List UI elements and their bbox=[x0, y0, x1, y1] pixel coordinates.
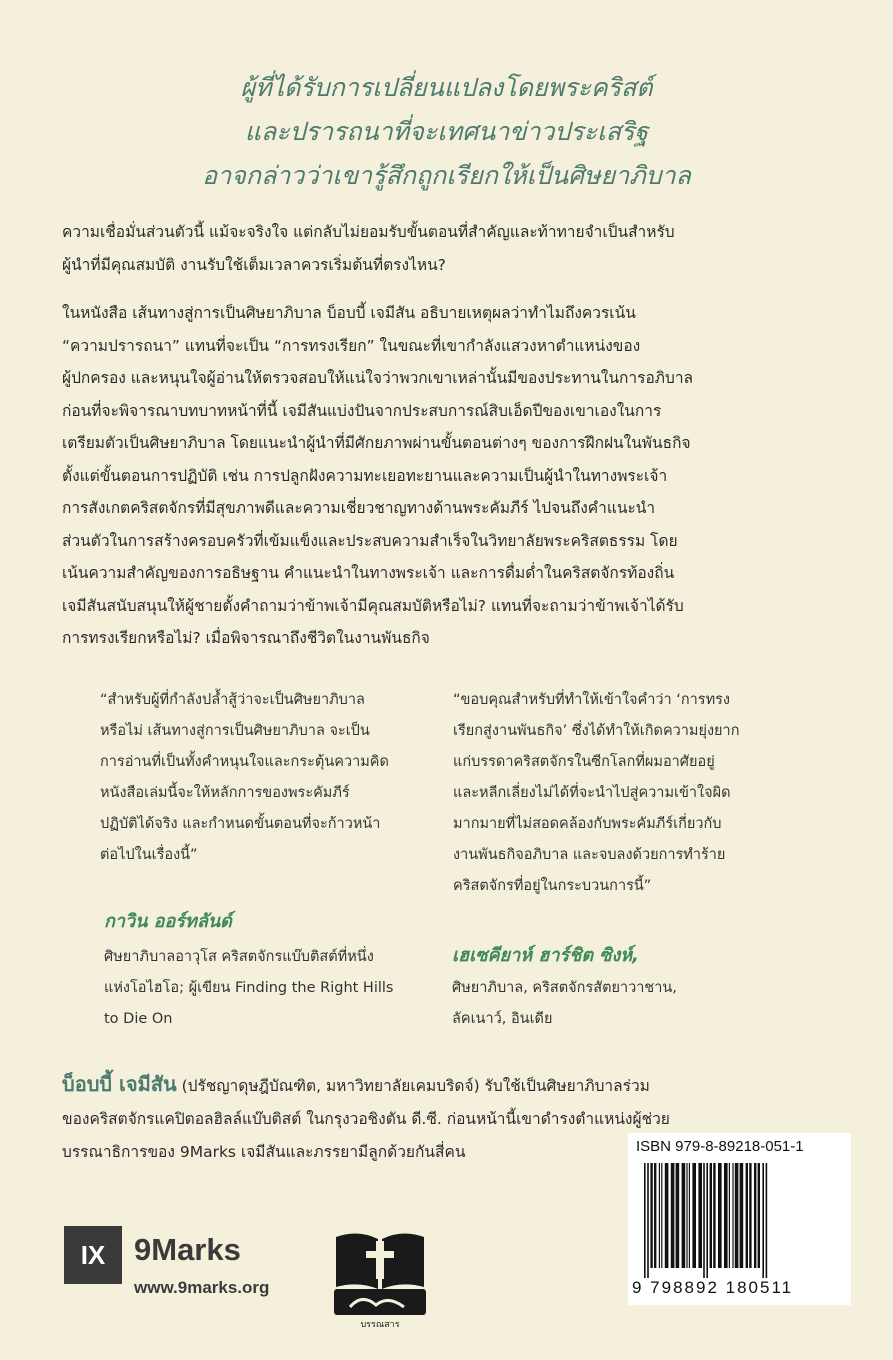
barcode-bar bbox=[710, 1163, 712, 1268]
barcode-guard-bar bbox=[647, 1163, 649, 1278]
paragraph-line: ส่วนตัวในการสร้างครอบครัวที่เข้มแข็งและประสบความสำเร็จในวิทยาลัยพระคริสตธรรม โดย bbox=[62, 531, 678, 550]
barcode-bars bbox=[640, 1163, 840, 1278]
headline bbox=[60, 66, 833, 198]
barcode-bar bbox=[754, 1163, 756, 1268]
endorser-name-1: กาวิน ออร์ทลันด์ bbox=[104, 911, 232, 932]
barcode-bar bbox=[746, 1163, 748, 1268]
barcode-digits: 9 798892 180511 bbox=[632, 1278, 794, 1297]
description-paragraph bbox=[62, 297, 834, 655]
barcode-bar bbox=[686, 1163, 687, 1268]
quote-line: มากมายที่ไม่สอดคล้องกับพระคัมภีร์เกี่ยวกับ bbox=[453, 816, 722, 832]
title-line: ลัคเนาว์, อินเดีย bbox=[452, 1011, 553, 1027]
publisher-caption: บรรณสาร bbox=[360, 1320, 400, 1330]
barcode-bar bbox=[689, 1163, 690, 1268]
barcode-bar bbox=[682, 1163, 686, 1268]
barcode-bar bbox=[671, 1163, 675, 1268]
barcode-bar bbox=[735, 1163, 739, 1268]
paragraph-line: ความเชื่อมั่นส่วนตัวนี้ แม้จะจริงใจ แต่กลับไม่ยอมรับขั้นตอนที่สำคัญและท้าทายจำเป็นสำหรับ bbox=[62, 223, 675, 241]
quote-line: ต่อไปในเรื่องนี้” bbox=[100, 847, 198, 863]
barcode-bar bbox=[740, 1163, 744, 1268]
headline-line: อาจกล่าวว่าเขารู้สึกถูกเรียกให้เป็นศิษยาภิบาล bbox=[202, 161, 691, 190]
barcode-bar bbox=[718, 1163, 722, 1268]
quote-line: แก่บรรดาคริสตจักรในซีกโลกที่ผมอาศัยอยู่ bbox=[453, 754, 715, 770]
paragraph-line: ผู้นำที่มีคุณสมบัติ งานรับใช้เต็มเวลาควรเริ่มต้นที่ตรงไหน? bbox=[62, 255, 446, 274]
barcode-bar bbox=[698, 1163, 702, 1268]
paragraph-line: ในหนังสือ เส้นทางสู่การเป็นศิษยาภิบาล บ็อบบี้ เจมีสัน อธิบายเหตุผลว่าทำไมถึงควรเน้น bbox=[62, 304, 636, 322]
paragraph-line: เน้นความสำคัญของการอธิษฐาน คำแนะนำในทางพระเจ้า และการดื่มด่ำในคริสตจักรท้องถิ่น bbox=[62, 564, 675, 582]
title-line: ศิษยาภิบาลอาวุโส คริสตจักรแบ๊บติสต์ที่หนึ่ง bbox=[104, 949, 374, 965]
barcode-bar bbox=[665, 1163, 669, 1268]
barcode-bar bbox=[713, 1163, 715, 1268]
quote-line: หนังสือเล่มนี้จะให้หลักการของพระคัมภีร์ bbox=[100, 785, 350, 801]
barcode-guard-bar bbox=[706, 1163, 708, 1278]
paragraph-line: เจมีสันสนับสนุนให้ผู้ชายตั้งคำถามว่าข้าพเจ้ามีคุณสมบัติหรือไม่? แทนที่จะถามว่าข้าพเจ้าได้รับ bbox=[62, 596, 684, 615]
quote-line: และหลีกเลี่ยงไม่ได้ที่จะนำไปสู่ความเข้าใจผิด bbox=[453, 785, 731, 801]
headline-line: และปรารถนาที่จะเทศนาข่าวประเสริฐ bbox=[244, 117, 649, 146]
endorsement-quote-1 bbox=[100, 685, 430, 871]
bio-line bbox=[62, 1068, 834, 1103]
quote-line: หรือไม่ เส้นทางสู่การเป็นศิษยาภิบาล จะเป็น bbox=[100, 723, 370, 739]
bio-line: บรรณาธิการของ 9Marks เจมีสันและภรรยามีลูกด้วยกันสี่คน bbox=[62, 1143, 466, 1161]
barcode-bar bbox=[676, 1163, 680, 1268]
barcode-guard-bar bbox=[766, 1163, 768, 1278]
intro-paragraph bbox=[62, 216, 834, 281]
barcode-bar bbox=[724, 1163, 728, 1268]
quote-line: เรียกสู่งานพันธกิจ’ ซึ่งได้ทำให้เกิดความยุ่งยาก bbox=[453, 723, 740, 739]
barcode-guard-bar bbox=[703, 1163, 705, 1278]
bio-text: (ปรัชญาดุษฎีบัณฑิต, มหาวิทยาลัยเคมบริดจ์) รับใช้เป็นศิษยาภิบาลร่วม bbox=[176, 1077, 650, 1095]
quote-line: “สำหรับผู้ที่กำลังปล้ำสู้ว่าจะเป็นศิษยาภิบาล bbox=[100, 692, 365, 708]
title-line: แห่งโอไฮโอ; ผู้เขียน Finding the Right Hills bbox=[104, 980, 394, 996]
paragraph-line: ตั้งแต่ขั้นตอนการปฏิบัติ เช่น การปลูกฝังความทะเยอทะยานและความเป็นผู้นำในทางพระเจ้า bbox=[62, 466, 668, 485]
paragraph-line: ผู้ปกครอง และหนุนใจผู้อ่านให้ตรวจสอบให้แน่ใจว่าพวกเขาเหล่านั้นมีของประทานในการอภิบาล bbox=[62, 369, 694, 387]
endorser-title-1 bbox=[104, 942, 393, 1035]
quote-line: คริสตจักรที่อยู่ในกระบวนการนี้” bbox=[453, 878, 652, 894]
paragraph-line: “ความปรารถนา” แทนที่จะเป็น “การทรงเรียก” ในขณะที่เขากำลังแสวงหาตำแหน่งของ bbox=[62, 336, 641, 355]
paragraph-line: การสังเกตคริสตจักรที่มีสุขภาพดีและความเชี่ยวชาญทางด้านพระคัมภีร์ ไปจนถึงคำแนะนำ bbox=[62, 499, 656, 517]
9marks-name: 9Marks bbox=[134, 1232, 241, 1267]
bio-line: ของคริสตจักรแคปิตอลฮิลล์แบ๊บติสต์ ในกรุงวอชิงตัน ดี.ซี. ก่อนหน้านี้เขาดำรงตำแหน่งผู้ช่วย bbox=[62, 1110, 670, 1128]
quote-line: ปฏิบัติได้จริง และกำหนดขั้นตอนที่จะก้าวหน้า bbox=[100, 816, 381, 832]
barcode-guard-bar bbox=[762, 1163, 764, 1278]
isbn-label: ISBN 979-8-89218-051-1 bbox=[636, 1138, 804, 1155]
endorsement-quote-2 bbox=[453, 685, 793, 902]
author-name: บ็อบบี้ เจมีสัน bbox=[62, 1072, 177, 1096]
title-line: ศิษยาภิบาล, คริสตจักรสัตยาวาชาน, bbox=[452, 980, 677, 996]
book-cross-icon bbox=[332, 1227, 428, 1331]
barcode-bar bbox=[749, 1163, 751, 1268]
endorser-title-2 bbox=[452, 973, 677, 1035]
paragraph-line: การทรงเรียกหรือไม่? เมื่อพิจารณาถึงชีวิตในงานพันธกิจ bbox=[62, 629, 430, 647]
quote-line: งานพันธกิจอภิบาล และจบลงด้วยการทำร้าย bbox=[453, 847, 726, 863]
paragraph-line: ก่อนที่จะพิจารณาบทบาทหน้าที่นี้ เจมีสันแบ่งปันจากประสบการณ์สิบเอ็ดปีของเขาเองในการ bbox=[62, 401, 662, 420]
barcode-bar bbox=[692, 1163, 696, 1268]
title-line: to Die On bbox=[104, 1011, 173, 1027]
endorser-name-2: เฮเซคียาห์ ฮาร์ชิต ซิงห์, bbox=[452, 945, 639, 966]
barcode-bar bbox=[732, 1163, 733, 1268]
barcode-bar bbox=[661, 1163, 662, 1268]
barcode-bar bbox=[659, 1163, 660, 1268]
barcode-guard-bar bbox=[644, 1163, 646, 1278]
headline-line: ผู้ที่ได้รับการเปลี่ยนแปลงโดยพระคริสต์ bbox=[240, 73, 653, 102]
9marks-mark: IX bbox=[64, 1226, 122, 1284]
barcode-bar bbox=[650, 1163, 652, 1268]
quote-line: การอ่านที่เป็นทั้งคำหนุนใจและกระตุ้นความคิด bbox=[100, 754, 389, 770]
9marks-url: www.9marks.org bbox=[134, 1278, 270, 1297]
barcode-bar bbox=[758, 1163, 760, 1268]
paragraph-line: เตรียมตัวเป็นศิษยาภิบาล โดยแนะนำผู้นำที่มีศักยภาพผ่านขั้นตอนต่างๆ ของการฝึกฝนในพันธกิจ bbox=[62, 434, 691, 452]
barcode-bar bbox=[654, 1163, 656, 1268]
quote-line: “ขอบคุณสำหรับที่ทำให้เข้าใจคำว่า ‘การทรง bbox=[453, 692, 730, 708]
publisher-logo bbox=[332, 1227, 428, 1335]
barcode-bar bbox=[729, 1163, 730, 1268]
isbn-barcode bbox=[628, 1133, 851, 1305]
